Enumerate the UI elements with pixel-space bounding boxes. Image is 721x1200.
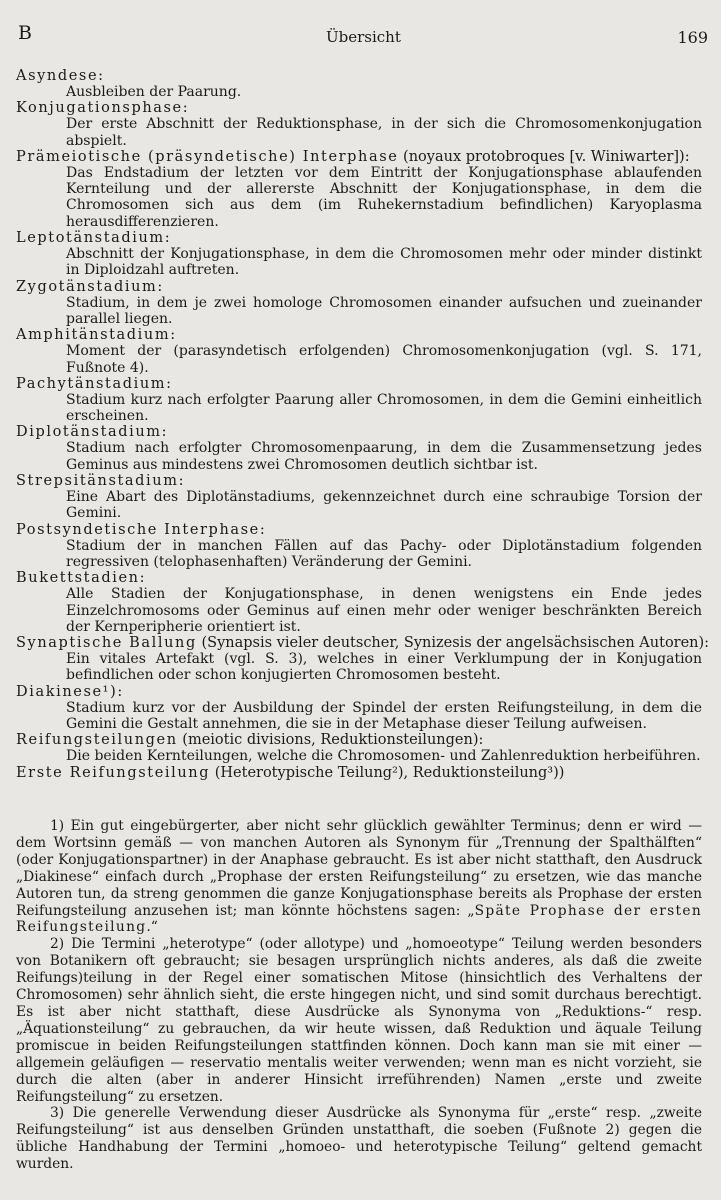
glossary-term [16, 522, 702, 538]
glossary-definition: Stadium, in dem je zwei homologe Chromosomen einander aufsuchen und zueinander parallel liegen. [66, 294, 702, 327]
glossary-entry [16, 570, 702, 635]
glossary-term [16, 230, 702, 246]
glossary-term [16, 327, 702, 343]
term-label: Diplotänstadium: [16, 424, 169, 441]
glossary-entry [16, 100, 702, 149]
term-qualifier: (noyaux protobroques [v. Winiwarter]): [398, 148, 690, 165]
term-qualifier: (Synapsis vieler deutscher, Synizesis der angelsächsischen Autoren): [196, 635, 710, 652]
glossary-definition: Abschnitt der Konjugationsphase, in dem die Chromosomen mehr oder minder distinkt in Diploidzahl auftreten. [66, 246, 702, 279]
glossary-definition: Ausbleiben der Paarung. [66, 84, 242, 100]
footnote-3: 3) Die generelle Verwendung dieser Ausdrücke als Synonyma für „erste“ resp. „zweite Reifungsteilung“ ist aus denselben Gründen unstatthaft, die soeben (Fußnote 2) gegen die übliche Handhabung der Termini „homoeo- und heterotypische Teilung“ geltend gemacht wurden. [16, 1105, 702, 1173]
term-label: Amphitänstadium: [16, 327, 177, 344]
term-qualifier: (meiotic divisions, Reduktionsteilungen): [177, 732, 484, 749]
glossary-list [16, 68, 710, 781]
glossary-definition: Stadium der in manchen Fällen auf das Pachy- oder Diplotänstadium folgenden regressiven (telophasenhaften) Veränderung der Gemini. [66, 537, 702, 570]
glossary-entry [16, 684, 702, 733]
term-label: Bukettstadien: [16, 570, 147, 587]
term-label: Reifungsteilungen [16, 732, 178, 749]
glossary-definition: Alle Stadien der Konjugationsphase, in denen wenigstens ein Ende jedes Einzelchromosoms oder Geminus auf einen mehr oder weniger beschränkten Bereich der Kernperipherie orientiert ist. [66, 586, 702, 635]
glossary-entry [16, 522, 702, 571]
term-label: Synaptische Ballung [16, 635, 197, 652]
term-label: Leptotänstadium: [16, 230, 172, 247]
glossary-definition: Eine Abart des Diplotänstadiums, gekennzeichnet durch eine schraubige Torsion der Gemini. [66, 489, 702, 522]
section-letter: B [18, 22, 32, 44]
glossary-term [16, 732, 702, 748]
glossary-term [16, 279, 702, 295]
glossary-term [16, 473, 702, 489]
glossary-definition: Das Endstadium der letzten vor dem Eintritt der Konjugationsphase ablaufenden Kernteilung und der allererste Abschnitt der Konjugationsphase, in dem die Chromosomen sich aus dem (im Ruhekernstadium befindlichen) Karyoplasma herausdifferenzieren. [66, 164, 702, 230]
glossary-definition: Die beiden Kernteilungen, welche die Chromosomen- und Zahlenreduktion herbeiführen. [66, 748, 701, 765]
glossary-definition: Ein vitales Artefakt (vgl. S. 3), welches in einer Verklumpung der in Konjugation befindlichen oder schon konjugierten Chromosomen besteht. [66, 651, 702, 684]
glossary-term [16, 424, 702, 440]
page-header [18, 22, 708, 52]
footnote-1-spaced: Späte Prophase der ersten Reifungsteilung [16, 902, 702, 936]
term-label: Erste Reifungsteilung [16, 764, 211, 781]
glossary-term [16, 684, 702, 700]
glossary-entry [16, 635, 710, 684]
glossary-entry [16, 327, 702, 376]
glossary-term [16, 635, 710, 652]
term-label: Konjugationsphase: [16, 100, 190, 117]
glossary-term [16, 570, 702, 586]
glossary-entry [16, 473, 702, 522]
glossary-definition: Stadium nach erfolgter Chromosomenpaarung, in dem die Zusammensetzung jedes Geminus aus mindestens zwei Chromosomen deutlich sichtbar ist. [66, 440, 702, 473]
footnote-1-text: 1) Ein gut eingebürgerter, aber nicht sehr glücklich gewählter Terminus; denn er wird — dem Wortsinn gemäß — von manchen Autoren als Synonym für „Trennung der Spalthälften“ (oder Konjugationspartner) in der Anaphase gebraucht. Es ist aber nicht statthaft, den Ausdruck „Diakinese“ einfach durch „Prophase der ersten Reifungsteilung“ zu ersetzen, wie das manche Autoren tun, da streng genommen die ganze Konjugationsphase bereits als Prophase der ersten Reifungsteilung anzusehen ist; man könnte höchstens sagen: „ [16, 818, 702, 919]
footnote-1 [16, 818, 702, 936]
term-label: Diakinese¹): [16, 683, 124, 700]
glossary-entry [16, 765, 702, 781]
glossary-entry [16, 424, 702, 473]
glossary-entry [16, 149, 702, 230]
glossary-definition: Stadium kurz vor der Ausbildung der Spindel der ersten Reifungsteilung, in dem die Gemini die Gestalt annehmen, die sie in der Metaphase dieser Teilung aufweisen. [66, 699, 702, 733]
term-qualifier: (Heterotypische Teilung²), Reduktionsteilung³)) [210, 764, 565, 781]
glossary-entry [16, 732, 702, 764]
glossary-term [16, 68, 702, 84]
glossary-entry [16, 279, 702, 328]
term-label: Prämeiotische (präsyndetische) Interphase [16, 148, 399, 165]
glossary-entry [16, 376, 702, 425]
page-number: 169 [677, 28, 708, 47]
footnote-2: 2) Die Termini „heterotype“ (oder allotype) und „homoeotype“ Teilung werden besonders von Botanikern oft gebraucht; sie besagen ursprünglich nichts anderes, als daß die zweite Reifungs)teilung in der Regel einer somatischen Mitose (hinsichtlich des Verhaltens der Chromosomen) sehr ähnlich sieht, die erste hingegen nicht, und sind somit durchaus berechtigt. Es ist aber nicht statthaft, diese Ausdrücke als Synonyma von „Reduktions-“ resp. „Äquationsteilung“ zu gebrauchen, da wir heute wissen, daß Reduktion und äquale Teilung promiscue in beiden Reifungsteilungen stattfinden können. Doch kann man sie mit einer — allgemein geläufigen — reservatio mentalis weiter verwenden; wenn man es nicht vorzieht, sie durch die alten (aber in anderer Hinsicht irreführenden) Namen „erste und zweite Reifungsteilung“ zu ersetzen. [16, 936, 702, 1105]
term-label: Pachytänstadium: [16, 375, 173, 392]
footnotes [16, 818, 702, 1173]
glossary-term [16, 376, 702, 392]
glossary-definition: Der erste Abschnitt der Reduktionsphase, in der sich die Chromosomenkonjugation abspielt. [66, 116, 702, 149]
glossary-entry [16, 230, 702, 279]
term-label: Asyndese: [16, 68, 105, 84]
glossary-term [16, 100, 702, 116]
glossary-definition: Stadium kurz nach erfolgter Paarung aller Chromosomen, in dem die Gemini einheitlich erscheinen. [66, 391, 702, 425]
term-label: Strepsitänstadium: [16, 473, 186, 490]
glossary-term [16, 765, 702, 781]
glossary-term [16, 149, 702, 165]
glossary-definition: Moment der (parasyndetisch erfolgenden) Chromosomenkonjugation (vgl. S. 171, Fußnote 4). [66, 343, 702, 376]
term-label: Postsyndetische Interphase: [16, 521, 267, 538]
term-label: Zygotänstadium: [16, 278, 164, 295]
glossary-entry [16, 68, 702, 100]
footnote-1-end: .“ [146, 919, 158, 936]
running-title: Übersicht [326, 28, 401, 46]
